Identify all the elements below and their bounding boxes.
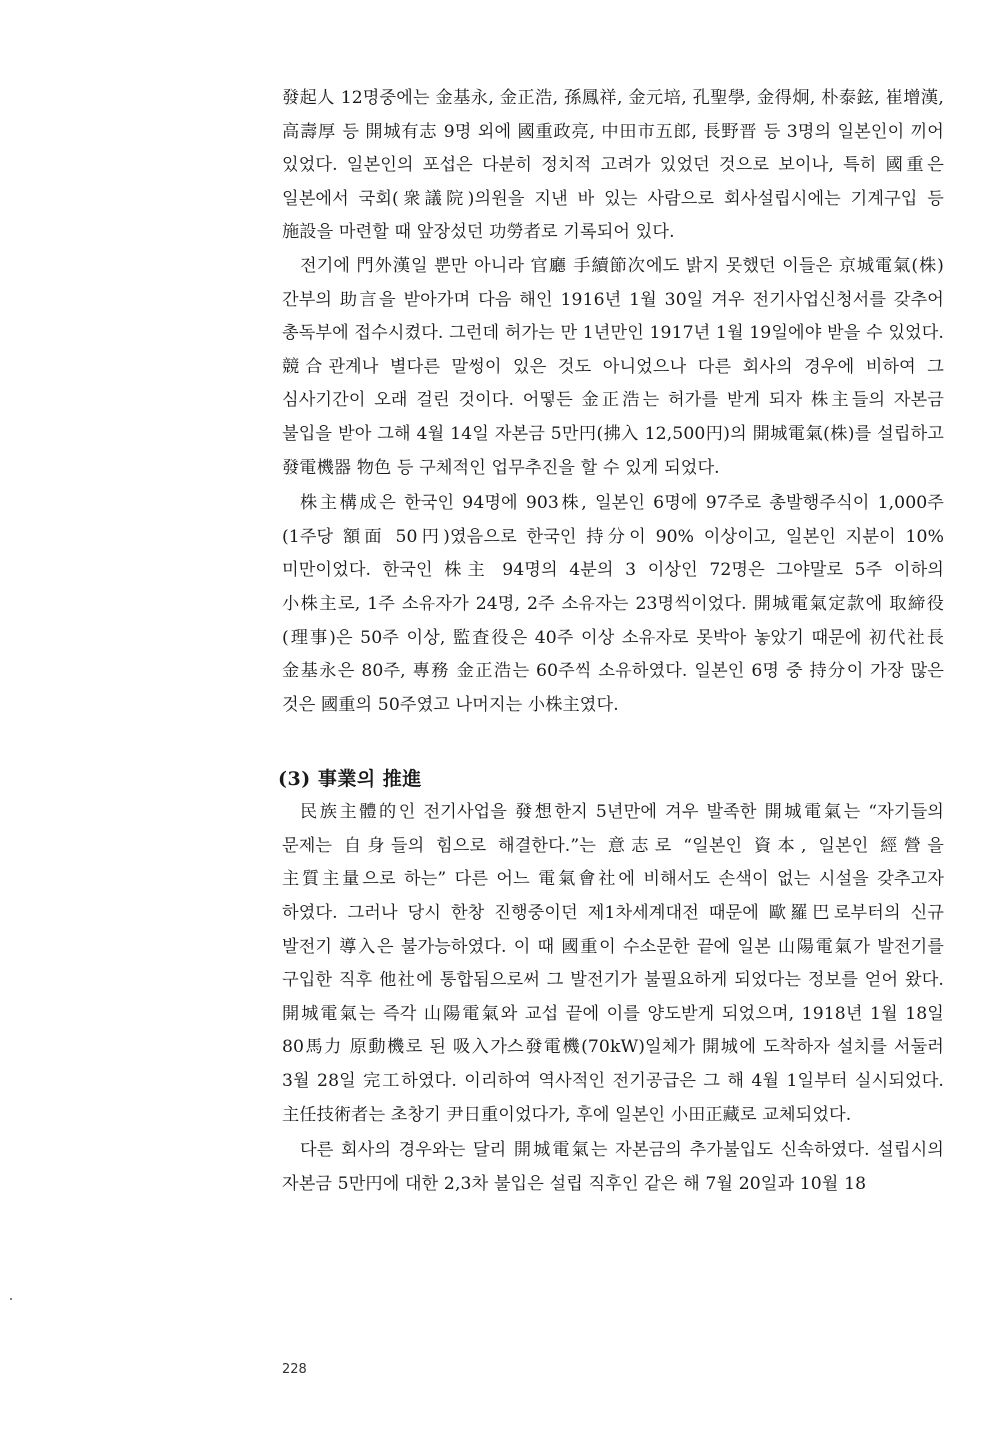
section-heading: (3) 事業의 推進 [278, 768, 422, 791]
page-number: 228 [282, 1362, 307, 1377]
paragraph-permit: 전기에 門外漢일 뿐만 아니라 官廳 手續節次에도 밝지 못했던 이들은 京城電氣(株)간부의 助言을 받아가며 다음 해인 1916년 1월 30일 겨우 전기사업신청서를 갖추어 총독부에 접수시켰다. 그런데 허가는 만 1년만인 1917년 1월 19일에야 받을 수 있었다. 競合관계나 별다른 말썽이 있은 것도 아니었으나 다른 회사의 경우에 비하여 그 심사기간이 오래 걸린 것이다. 어떻든 金正浩는 허가를 받게 되자 株主들의 자본금 불입을 받아 그해 4월 14일 자본금 5만円(拂入 12,500円)의 開城電氣(株)를 설립하고 發電機器 物色 등 구체적인 업무추진을 할 수 있게 되었다. [282, 255, 944, 478]
document-body [278, 82, 944, 1201]
scan-speck [10, 1298, 12, 1300]
paragraph-shareholders: 株主構成은 한국인 94명에 903株, 일본인 6명에 97주로 총발행주식이 1,000주(1주당 額面 50円)였음으로 한국인 持分이 90% 이상이고, 일본인 지분이 10% 미만이었다. 한국인 株主 94명의 4분의 3 이상인 72명은 그야말로 5주 이하의 小株主로, 1주 소유자가 24명, 2주 소유자는 23명씩이었다. 開城電氣定款에 取締役(理事)은 50주 이상, 監査役은 40주 이상 소유자로 못박아 놓았기 때문에 初代社長 金基永은 80주, 專務 金正浩는 60주씩 소유하였다. 일본인 6명 중 持分이 가장 많은 것은 國重의 50주였고 나머지는 小株主였다. [282, 493, 944, 715]
paragraph-capital: 다른 회사의 경우와는 달리 開城電氣는 자본금의 추가불입도 신속하였다. 설립시의 자본금 5만円에 대한 2,3차 불입은 설립 직후인 같은 해 7월 20일과 10월 18 [282, 1140, 944, 1194]
paragraph-business: 民族主體的인 전기사업을 發想한지 5년만에 겨우 발족한 開城電氣는 “자기들의 문제는 自身들의 힘으로 해결한다.”는 意志로 “일본인 資本, 일본인 經營을 主質主量으로 하는” 다른 어느 電氣會社에 비해서도 손색이 없는 시설을 갖추고자 하였다. 그러나 당시 한창 진행중이던 제1차세계대전 때문에 歐羅巴로부터의 신규 발전기 導入은 불가능하였다. 이 때 國重이 수소문한 끝에 일본 山陽電氣가 발전기를 구입한 직후 他社에 통합됨으로써 그 발전기가 불필요하게 되었다는 정보를 얻어 왔다. 開城電氣는 즉각 山陽電氣와 교섭 끝에 이를 양도받게 되었으며, 1918년 1월 18일 80馬力 原動機로 된 吸入가스發電機(70kW)일체가 開城에 도착하자 설치를 서둘러 3월 28일 完工하였다. 이리하여 역사적인 전기공급은 그 해 4월 1일부터 실시되었다. 主任技術者는 초창기 尹日重이었다가, 후에 일본인 小田正藏로 교체되었다. [282, 802, 944, 1125]
paragraph-promoters: 發起人 12명중에는 金基永, 金正浩, 孫鳳祥, 金元培, 孔聖學, 金得炯, 朴泰鉉, 崔增漢, 高壽厚 등 開城有志 9명 외에 國重政亮, 中田市五郎, 長野晋 등 3명의 일본인이 끼어 있었다. 일본인의 포섭은 다분히 정치적 고려가 있었던 것으로 보이나, 특히 國重은 일본에서 국회(衆議院)의원을 지낸 바 있는 사람으로 회사설립시에는 기계구입 등 施設을 마련할 때 앞장섰던 功勞者로 기록되어 있다. [282, 88, 944, 243]
